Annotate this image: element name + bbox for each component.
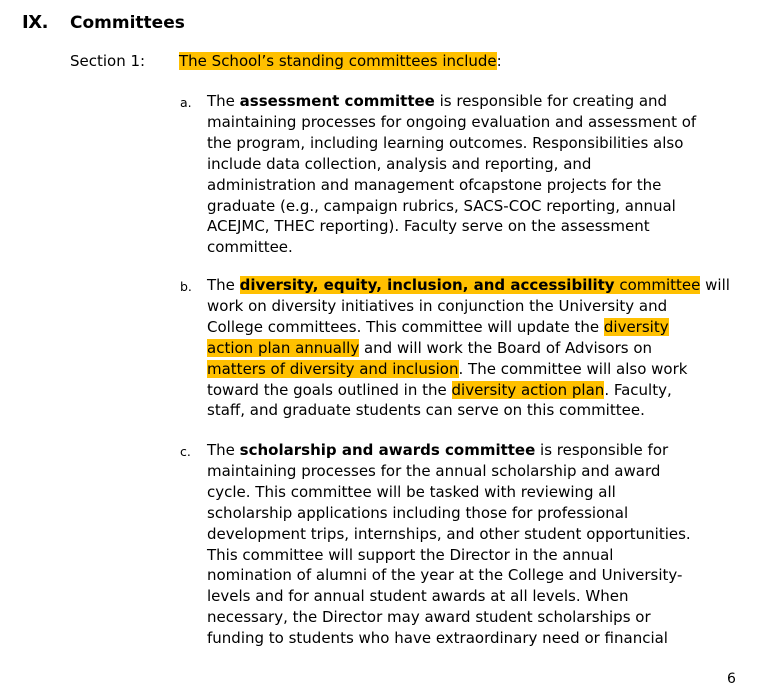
text-line bbox=[207, 91, 752, 112]
text-segment: College committees. This committee will update the bbox=[207, 317, 604, 336]
highlighted-text: committee bbox=[614, 276, 701, 294]
text-line bbox=[207, 607, 752, 628]
text-line bbox=[207, 317, 752, 338]
item-c-letter: c. bbox=[180, 444, 191, 459]
text-segment: and will work the Board of Advisors on bbox=[359, 338, 653, 357]
highlighted-text: diversity bbox=[603, 317, 669, 336]
text-line bbox=[207, 175, 752, 196]
text-segment: The bbox=[207, 441, 240, 459]
section-text bbox=[179, 52, 502, 70]
bold-text: assessment committee bbox=[239, 92, 435, 110]
item-a-letter: a. bbox=[180, 95, 192, 110]
text-segment: This committee will support the Director in the annual bbox=[207, 545, 614, 564]
text-segment: cycle. This committee will be tasked with reviewing all bbox=[207, 482, 616, 501]
item-a-body bbox=[207, 91, 752, 258]
text-line bbox=[207, 586, 752, 607]
article-title: Committees bbox=[70, 13, 185, 33]
text-line bbox=[207, 380, 752, 401]
text-segment: is responsible for bbox=[535, 441, 669, 459]
section-text-tail: : bbox=[496, 52, 502, 70]
text-line bbox=[207, 196, 752, 217]
article-number: IX. bbox=[22, 12, 48, 33]
text-segment: maintaining processes for ongoing evaluation and assessment of bbox=[207, 112, 697, 131]
item-b-letter: b. bbox=[180, 279, 192, 294]
section-text-highlighted: The School’s standing committees include bbox=[179, 52, 497, 70]
highlighted-text: matters of diversity and inclusion bbox=[207, 359, 459, 378]
text-segment: the program, including learning outcomes. Responsibilities also bbox=[207, 133, 684, 152]
text-line bbox=[207, 482, 752, 503]
text-line bbox=[207, 237, 752, 258]
text-segment: work on diversity initiatives in conjunction the University and bbox=[207, 296, 668, 315]
text-segment: nomination of alumni of the year at the College and University- bbox=[207, 566, 683, 585]
text-line bbox=[207, 461, 752, 482]
text-segment: . Faculty, bbox=[604, 380, 672, 399]
text-line bbox=[207, 359, 752, 380]
text-line bbox=[207, 545, 752, 566]
item-b-body bbox=[207, 275, 752, 421]
text-segment: necessary, the Director may award student scholarships or bbox=[207, 608, 651, 627]
text-segment: graduate (e.g., campaign rubrics, SACS-COC reporting, annual bbox=[207, 196, 676, 215]
text-line bbox=[207, 112, 752, 133]
text-segment: is responsible for creating and bbox=[434, 92, 668, 110]
highlighted-text: diversity, equity, inclusion, and accessibility bbox=[239, 276, 615, 294]
text-segment: ACEJMC, THEC reporting). Faculty serve on the assessment bbox=[207, 217, 650, 236]
text-segment: The bbox=[207, 92, 240, 110]
text-segment: include data collection, analysis and reporting, and bbox=[207, 154, 592, 173]
text-segment: committee. bbox=[207, 238, 293, 257]
text-segment: scholarship applications including those for professional bbox=[207, 503, 629, 522]
text-line bbox=[207, 565, 752, 586]
text-line bbox=[207, 154, 752, 175]
bold-text: scholarship and awards committee bbox=[239, 441, 536, 459]
page-number: 6 bbox=[727, 671, 736, 687]
text-line bbox=[207, 400, 752, 421]
text-line bbox=[207, 503, 752, 524]
text-line bbox=[207, 440, 752, 461]
highlighted-text: action plan annually bbox=[207, 338, 360, 357]
text-segment: toward the goals outlined in the bbox=[207, 380, 452, 399]
text-line bbox=[207, 338, 752, 359]
text-line bbox=[207, 133, 752, 154]
text-segment: administration and management ofcapstone projects for the bbox=[207, 175, 662, 194]
text-line bbox=[207, 216, 752, 237]
text-segment: funding to students who have extraordinary need or financial bbox=[207, 629, 668, 648]
text-segment: will bbox=[700, 276, 730, 294]
text-line bbox=[207, 275, 752, 296]
item-c-body bbox=[207, 440, 752, 649]
text-segment: maintaining processes for the annual scholarship and award bbox=[207, 461, 661, 480]
text-line bbox=[207, 296, 752, 317]
text-segment: development trips, internships, and other student opportunities. bbox=[207, 524, 691, 543]
text-line bbox=[207, 628, 752, 649]
text-line bbox=[207, 524, 752, 545]
text-segment: . The committee will also work bbox=[458, 359, 688, 378]
highlighted-text: diversity action plan bbox=[451, 380, 605, 399]
text-segment: The bbox=[207, 276, 240, 294]
section-label: Section 1: bbox=[70, 52, 146, 70]
text-segment: staff, and graduate students can serve on this committee. bbox=[207, 401, 645, 420]
text-segment: levels and for annual student awards at all levels. When bbox=[207, 587, 629, 606]
